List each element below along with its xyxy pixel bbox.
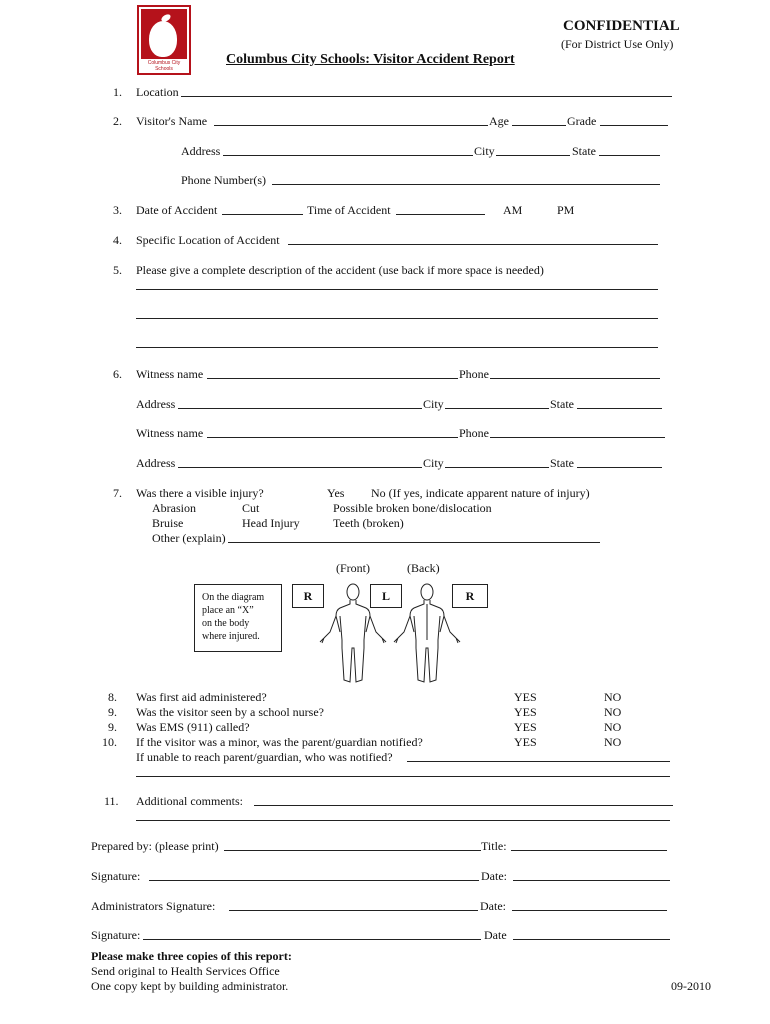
witness-phone-field[interactable] <box>490 437 665 438</box>
grade-field[interactable] <box>600 125 668 126</box>
title-field[interactable] <box>511 850 667 851</box>
injury-yes-option[interactable]: Yes <box>327 486 345 500</box>
witness-state-label: State <box>550 456 574 470</box>
witness-phone-label: Phone <box>459 367 489 381</box>
title-label: Title: <box>481 839 507 853</box>
yes-option[interactable]: YES <box>514 690 537 704</box>
grade-label: Grade <box>567 114 597 128</box>
yes-option[interactable]: YES <box>514 735 537 749</box>
description-line[interactable] <box>136 347 658 348</box>
confidential-label: CONFIDENTIAL <box>563 18 680 34</box>
state-field[interactable] <box>599 155 660 156</box>
front-label: (Front) <box>336 561 370 575</box>
ems-question: Was EMS (911) called? <box>136 720 250 734</box>
broken-bone-option[interactable]: Possible broken bone/dislocation <box>333 501 492 515</box>
body-back-icon[interactable] <box>390 582 465 686</box>
head-injury-option[interactable]: Head Injury <box>242 516 300 530</box>
first-aid-question: Was first aid administered? <box>136 690 267 704</box>
item-number: 11. <box>104 794 119 808</box>
item-number: 7. <box>113 486 122 500</box>
item-number: 2. <box>113 114 122 128</box>
witness-address-label: Address <box>136 456 176 470</box>
witness-city-label: City <box>423 397 444 411</box>
item-number: 6. <box>113 367 122 381</box>
no-option[interactable]: NO <box>604 720 622 734</box>
description-line[interactable] <box>136 318 658 319</box>
yes-option[interactable]: YES <box>514 705 537 719</box>
body-front-icon[interactable] <box>316 582 391 686</box>
left-marker: L <box>370 584 402 608</box>
school-nurse-question: Was the visitor seen by a school nurse? <box>136 705 324 719</box>
no-option[interactable]: NO <box>604 705 622 719</box>
item-number: 9. <box>108 705 117 719</box>
right-marker: R <box>452 584 488 608</box>
witness-address-label: Address <box>136 397 176 411</box>
date-of-accident-label: Date of Accident <box>136 203 218 217</box>
instruction-line: where injured. <box>202 631 260 642</box>
witness-phone-field[interactable] <box>490 378 660 379</box>
apple-icon <box>149 21 177 57</box>
other-field[interactable] <box>228 542 600 543</box>
visitor-name-label: Visitor's Name <box>136 114 208 128</box>
signature-label: Signature: <box>91 928 141 942</box>
date-field[interactable] <box>513 939 670 940</box>
instruction-line: place an “X” <box>202 605 254 616</box>
address-field[interactable] <box>223 155 473 156</box>
witness-name-label: Witness name <box>136 426 204 440</box>
signature-label: Signature: <box>91 869 141 883</box>
phone-numbers-field[interactable] <box>272 184 660 185</box>
date-field[interactable] <box>512 910 667 911</box>
witness-state-label: State <box>550 397 574 411</box>
instruction-line: on the body <box>202 618 250 629</box>
notified-person-field[interactable] <box>407 761 670 762</box>
specific-location-label: Specific Location of Accident <box>136 233 280 247</box>
visitor-name-field[interactable] <box>214 125 488 126</box>
witness-state-field[interactable] <box>577 408 662 409</box>
item-number: 1. <box>113 85 122 99</box>
admin-signature-field[interactable] <box>229 910 478 911</box>
additional-comments-label: Additional comments: <box>136 794 243 808</box>
teeth-option[interactable]: Teeth (broken) <box>333 516 404 530</box>
item-number: 9. <box>108 720 117 734</box>
specific-location-field[interactable] <box>288 244 658 245</box>
date-of-accident-field[interactable] <box>222 214 303 215</box>
am-option[interactable]: AM <box>503 203 523 217</box>
city-field[interactable] <box>496 155 570 156</box>
date-field[interactable] <box>513 880 670 881</box>
abrasion-option[interactable]: Abrasion <box>152 501 196 515</box>
witness-address-field[interactable] <box>178 467 422 468</box>
no-option[interactable]: NO <box>604 690 622 704</box>
logo-text: Columbus City Schools <box>147 60 181 72</box>
item-number: 4. <box>113 233 122 247</box>
copies-instruction: Please make three copies of this report: <box>91 949 292 963</box>
injury-no-option[interactable]: No (If yes, indicate apparent nature of injury) <box>371 486 590 500</box>
witness-city-field[interactable] <box>445 408 549 409</box>
bruise-option[interactable]: Bruise <box>152 516 184 530</box>
district-use-label: (For District Use Only) <box>561 37 674 51</box>
visible-injury-label: Was there a visible injury? <box>136 486 264 500</box>
prepared-by-field[interactable] <box>224 850 481 851</box>
diagram-instruction-box <box>194 584 282 652</box>
other-label: Other (explain) <box>152 531 226 545</box>
witness-name-field[interactable] <box>207 437 458 438</box>
address-label: Address <box>181 144 221 158</box>
city-label: City <box>474 144 495 158</box>
date-label: Date: <box>480 899 506 913</box>
state-label: State <box>572 144 596 158</box>
description-line[interactable] <box>136 289 658 290</box>
time-of-accident-label: Time of Accident <box>307 203 391 217</box>
district-logo <box>137 5 191 75</box>
prepared-by-label: Prepared by: (please print) <box>91 839 219 853</box>
location-label: Location <box>136 85 179 99</box>
page-title: Columbus City Schools: Visitor Accident Report <box>226 52 515 67</box>
witness-address-field[interactable] <box>178 408 422 409</box>
witness-name-label: Witness name <box>136 367 204 381</box>
time-of-accident-field[interactable] <box>396 214 485 215</box>
notified-person-line[interactable] <box>136 776 670 777</box>
signature-field[interactable] <box>143 939 481 940</box>
witness-city-label: City <box>423 456 444 470</box>
yes-option[interactable]: YES <box>514 720 537 734</box>
send-original-note: Send original to Health Services Office <box>91 964 280 978</box>
phone-numbers-label: Phone Number(s) <box>181 173 266 187</box>
witness-state-field[interactable] <box>577 467 662 468</box>
pm-option[interactable]: PM <box>557 203 575 217</box>
date-label: Date: <box>481 869 507 883</box>
witness-name-field[interactable] <box>207 378 458 379</box>
item-number: 5. <box>113 263 122 277</box>
no-option[interactable]: NO <box>604 735 622 749</box>
cut-option[interactable]: Cut <box>242 501 260 515</box>
witness-phone-label: Phone <box>459 426 489 440</box>
location-field[interactable] <box>181 96 672 97</box>
form-revision-code: 09-2010 <box>671 979 711 993</box>
item-number: 10. <box>102 735 117 749</box>
additional-comments-line[interactable] <box>136 820 670 821</box>
additional-comments-field[interactable] <box>254 805 673 806</box>
signature-field[interactable] <box>149 880 479 881</box>
item-number: 3. <box>113 203 122 217</box>
age-label: Age <box>489 114 509 128</box>
instruction-line: On the diagram <box>202 592 265 603</box>
right-marker: R <box>292 584 324 608</box>
copy-kept-note: One copy kept by building administrator. <box>91 979 289 993</box>
unable-to-reach-label: If unable to reach parent/guardian, who was notified? <box>136 750 393 764</box>
parent-notified-question: If the visitor was a minor, was the parent/guardian notified? <box>136 735 423 749</box>
description-label: Please give a complete description of the accident (use back if more space is needed) <box>136 263 544 277</box>
witness-city-field[interactable] <box>445 467 549 468</box>
item-number: 8. <box>108 690 117 704</box>
age-field[interactable] <box>512 125 566 126</box>
back-label: (Back) <box>407 561 440 575</box>
admin-signature-label: Administrators Signature: <box>91 899 216 913</box>
date-label: Date <box>484 928 507 942</box>
